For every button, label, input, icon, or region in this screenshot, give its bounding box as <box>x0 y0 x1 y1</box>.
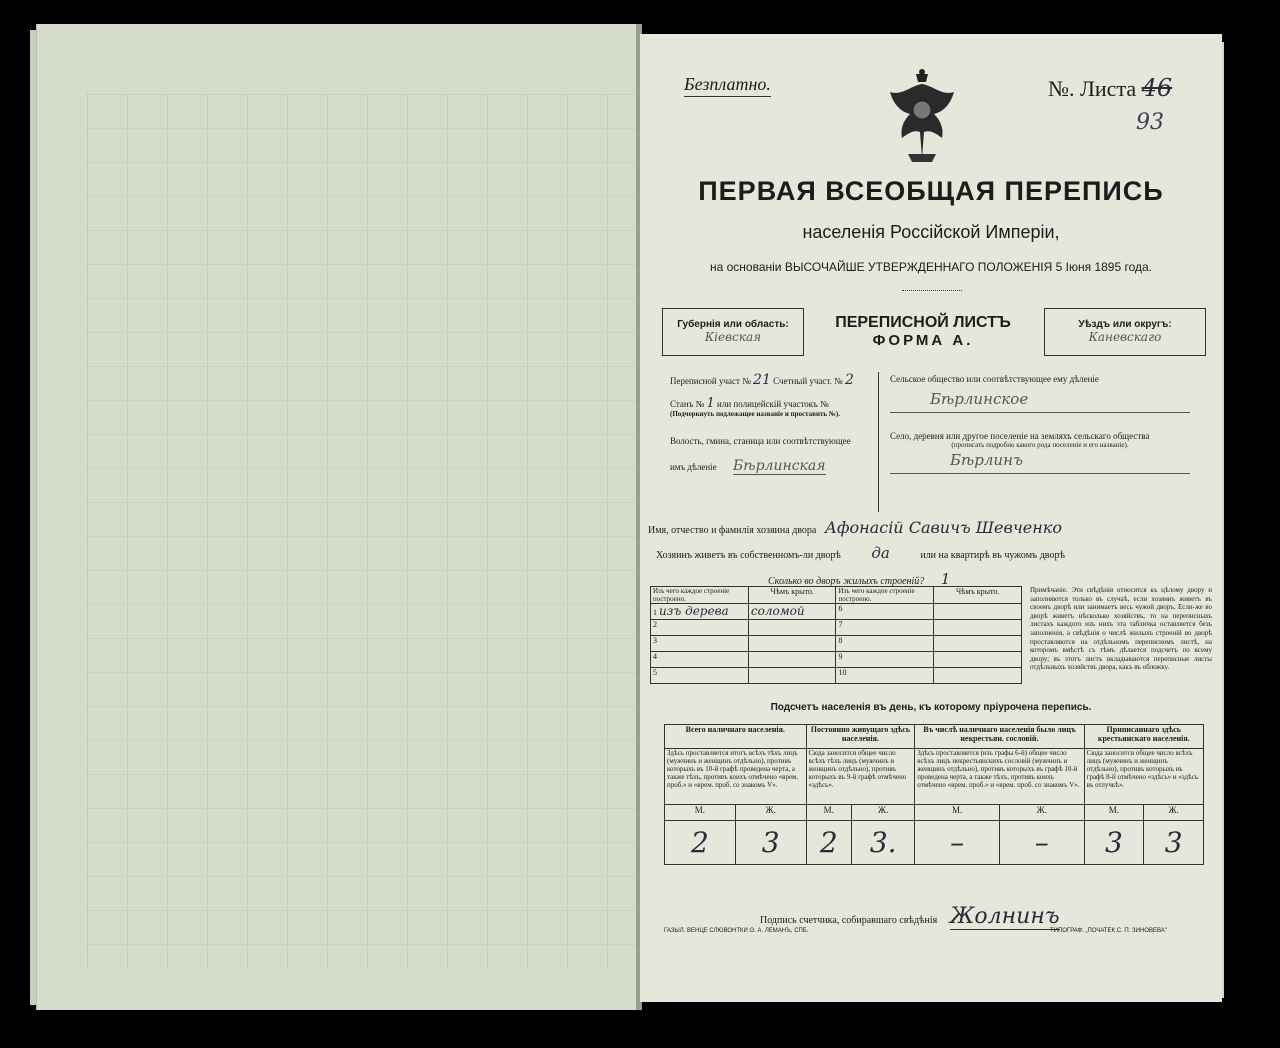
perepis-row <box>670 372 880 396</box>
free-label: Безплатно. <box>684 74 771 97</box>
male-label: М. <box>806 805 852 821</box>
row-number: 6 <box>836 604 934 620</box>
summary-col-desc: Здѣсь проставляется (изъ графы 6-й) общее число всѣхъ лицъ некрестьянскихъ сословій (мужчинъ и женщинъ отдѣльно), противъ которыхъ въ графѣ 10-й проведена черта, а также тѣхъ, противъ коихъ отмѣчено «врем. проб.» и «врем. проб. со знакомъ V». <box>915 749 1084 805</box>
table-row <box>651 636 1022 652</box>
owner-count-value: 1 <box>940 570 951 588</box>
census-subtitle: населенія Россійской Имперіи, <box>802 222 1060 242</box>
form-title: ПЕРЕПИСНОЙ ЛИСТЪ <box>835 314 1011 331</box>
female-label: Ж. <box>1144 805 1204 821</box>
sheet-number-new: 93 <box>1136 110 1164 135</box>
summary-col-head: Всего наличнаго населенія. <box>665 725 807 749</box>
male-label: М. <box>915 805 1000 821</box>
summary-table <box>664 724 1204 865</box>
summary-col-desc: Сюда заносится общее число всѣхъ тѣхъ лицъ (мужчинъ и женщинъ отдѣльно), противъ которыхъ въ 9-й графѣ отмѣчено «здѣсь». <box>806 749 915 805</box>
summary-value-female: 3 <box>1144 821 1204 865</box>
volost-value: Бѣрлинская <box>732 458 826 474</box>
buildings-col-roof: Чѣмъ крыто. <box>748 587 836 604</box>
uezd-value: Каневскаго <box>1088 330 1162 344</box>
summary-col-desc: Здѣсь проставляется итогъ всѣхъ тѣхъ лицъ (мужчинъ и женщинъ отдѣльно), противъ которыхъ въ 10-й графѣ проведена черта, а также тѣхъ, противъ коихъ отмѣчено «врем. проб.» и «врем. проб. со знакомъ V». <box>665 749 807 805</box>
summary-value-row <box>665 821 1204 865</box>
row-number: 5 <box>651 668 749 684</box>
owner-name-value: Афонасій Савичъ Шевченко <box>824 518 1062 537</box>
summary-value-male: 3 <box>1084 821 1144 865</box>
buildings-note: Примѣчаніе. Эти свѣдѣнія относятся къ цѣлому двору и заполняются только въ случаѣ, если хозяинъ живетъ въ своемъ дворѣ или занимаетъ весь чужой дворъ. Если-же во дворѣ живетъ нѣсколько хозяйствъ, то на переписныхъ листахъ каждого изъ нихъ эта табличка оставляется безъ заполненія, а свѣдѣнія о числѣ жилыхъ строеній во дворѣ проставляются на отдѣльномъ переписномъ листѣ, на которомъ вмѣстѣ съ тѣмъ дѣлается подсчетъ по всему двору; въ этотъ листъ вкладываются переписные листы отдѣльныхъ хозяйствъ двора, какъ въ обложку. <box>1030 586 1212 672</box>
male-label: М. <box>1084 805 1144 821</box>
schet-uch-value: 2 <box>845 372 854 388</box>
block-divider <box>878 372 879 512</box>
perepis-uch-label: Переписной участ № <box>670 376 751 386</box>
row-number: 4 <box>651 652 749 668</box>
owner-count-label: Сколько во дворъ жилыхъ строеній? <box>768 576 925 587</box>
volost-label: Волость, гмина, станица или соотвѣтствующее <box>670 436 851 446</box>
census-title: ПЕРВАЯ ВСЕОБЩАЯ ПЕРЕПИСЬ <box>698 176 1164 206</box>
summary-col-head: Въ числѣ наличнаго населенія было лицъ некрестьян. сословій. <box>915 725 1084 749</box>
perepis-uch-value: 21 <box>753 372 771 388</box>
police-label: или полицейскій участокъ № <box>717 399 829 409</box>
society-label: Сельское общество или соотвѣтствующее ему дѣленіе <box>890 374 1099 384</box>
uezd-box <box>1044 308 1206 356</box>
owner-name-row <box>648 518 1208 544</box>
form-letter: ФОРМА А. <box>872 332 974 349</box>
table-row <box>651 652 1022 668</box>
volost-row <box>670 458 880 474</box>
gubernia-value: Кіевская <box>704 330 762 344</box>
underline-note: (Подчеркнуть подлежащее названіе и проставить №). <box>670 410 840 418</box>
signature-value: Жолнинъ <box>949 904 1060 929</box>
row-number: 9 <box>836 652 934 668</box>
summary-title: Подсчетъ населенія въ день, къ которому пріурочена перепись. <box>770 702 1092 713</box>
summary-head-row <box>665 725 1204 749</box>
summary-desc-row <box>665 749 1204 805</box>
page-grid <box>87 94 639 970</box>
stan-row <box>670 396 880 410</box>
census-form-page <box>640 34 1222 1002</box>
summary-col-desc: Сюда заносится общее число всѣхъ лицъ (мужчинъ и женщинъ отдѣльно), противъ которыхъ въ графѣ 8-й отмѣчено «здѣсь» и «здѣсь въ отлучкѣ». <box>1084 749 1203 805</box>
table-row <box>651 668 1022 684</box>
table-row <box>651 620 1022 636</box>
census-basis: на основаніи ВЫСОЧАЙШЕ УТВЕРЖДЕННАГО ПОЛОЖЕНІЯ 5 Іюня 1895 года. <box>709 260 1152 274</box>
summary-value-female: 3. <box>852 821 915 865</box>
settlement-block <box>890 374 1190 474</box>
buildings-col-material: Изъ чего каждое строеніе построено. <box>651 587 749 604</box>
buildings-col-roof-2: Чѣмъ крыто. <box>934 587 1022 604</box>
female-label: Ж. <box>852 805 915 821</box>
row-number: 7 <box>836 620 934 636</box>
summary-value-male: – <box>915 821 1000 865</box>
table-row <box>651 604 1022 620</box>
building-roof: соломой <box>748 604 836 620</box>
sheet-number-crossed: 46 <box>1141 74 1173 102</box>
ornament-divider <box>902 290 962 291</box>
owner-lives-label: Хозяинъ живетъ въ собственномъ-ли дворѣ <box>656 550 841 561</box>
uezd-label: Уѣздъ или округъ: <box>1078 319 1172 330</box>
owner-name-label: Имя, отчество и фамилія хозяина двора <box>648 525 817 536</box>
signature-label: Подпись счетчика, собиравшаго свѣдѣнія <box>760 915 938 926</box>
form-title-block <box>808 314 1038 349</box>
row-number: 1 <box>653 608 657 617</box>
village-value: Бѣрлинъ <box>890 451 1190 474</box>
gubernia-box <box>662 308 804 356</box>
sheet-number <box>1048 74 1172 102</box>
building-material: изъ дерева <box>659 604 729 618</box>
footer-left: ГАЗЫЛ. ВЕНЦЕ СЛЮВОНТКИ О. А. ЛЕМАНЪ, СПБ. <box>664 928 809 934</box>
footer-right: ТИПОГРАФ. „ПОЧАТЕК С. П. ЗИНОВЕВА" <box>1050 928 1167 934</box>
summary-value-male: 2 <box>806 821 852 865</box>
stan-label: Станъ № <box>670 399 705 409</box>
owner-lives-tail: или на квартирѣ въ чужомъ дворѣ <box>920 550 1065 561</box>
buildings-table <box>650 586 1022 684</box>
summary-sex-row <box>665 805 1204 821</box>
male-label: М. <box>665 805 736 821</box>
schet-uch-label: Счетный участ. № <box>773 376 843 386</box>
stan-value: 1 <box>706 396 715 411</box>
buildings-header-row <box>651 587 1022 604</box>
imperial-eagle-icon <box>880 68 964 173</box>
village-note: (прописать подробно какого рода поселеніе и его названіе). <box>951 441 1129 449</box>
owner-lives-value: да <box>871 544 890 562</box>
owner-block <box>648 518 1208 588</box>
row-number: 2 <box>651 620 749 636</box>
left-blank-page <box>36 24 639 1010</box>
buildings-col-material-2: Изъ чего каждое строеніе построено. <box>836 587 934 604</box>
sheet-number-label: №. Листа <box>1048 76 1137 101</box>
female-label: Ж. <box>735 805 806 821</box>
summary-value-female: – <box>999 821 1084 865</box>
row-number: 8 <box>836 636 934 652</box>
owner-lives-row <box>648 544 1208 570</box>
summary-col-head: Постоянно живущаго здѣсь населенія. <box>806 725 915 749</box>
summary-value-female: 3 <box>735 821 806 865</box>
summary-col-head: Приписаннаго здѣсь крестьянскаго населенія. <box>1084 725 1203 749</box>
female-label: Ж. <box>999 805 1084 821</box>
row-number: 10 <box>836 668 934 684</box>
summary-value-male: 2 <box>665 821 736 865</box>
signature-row <box>760 904 1060 929</box>
village-label: Село, деревня или другое поселеніе на земляхъ сельскаго общества <box>890 431 1150 441</box>
volost-label2: имъ дѣленіе <box>670 462 717 472</box>
gubernia-label: Губернія или область: <box>677 319 789 330</box>
row-number: 3 <box>651 636 749 652</box>
society-value: Бѣрлинское <box>890 390 1190 413</box>
district-block <box>670 372 880 474</box>
